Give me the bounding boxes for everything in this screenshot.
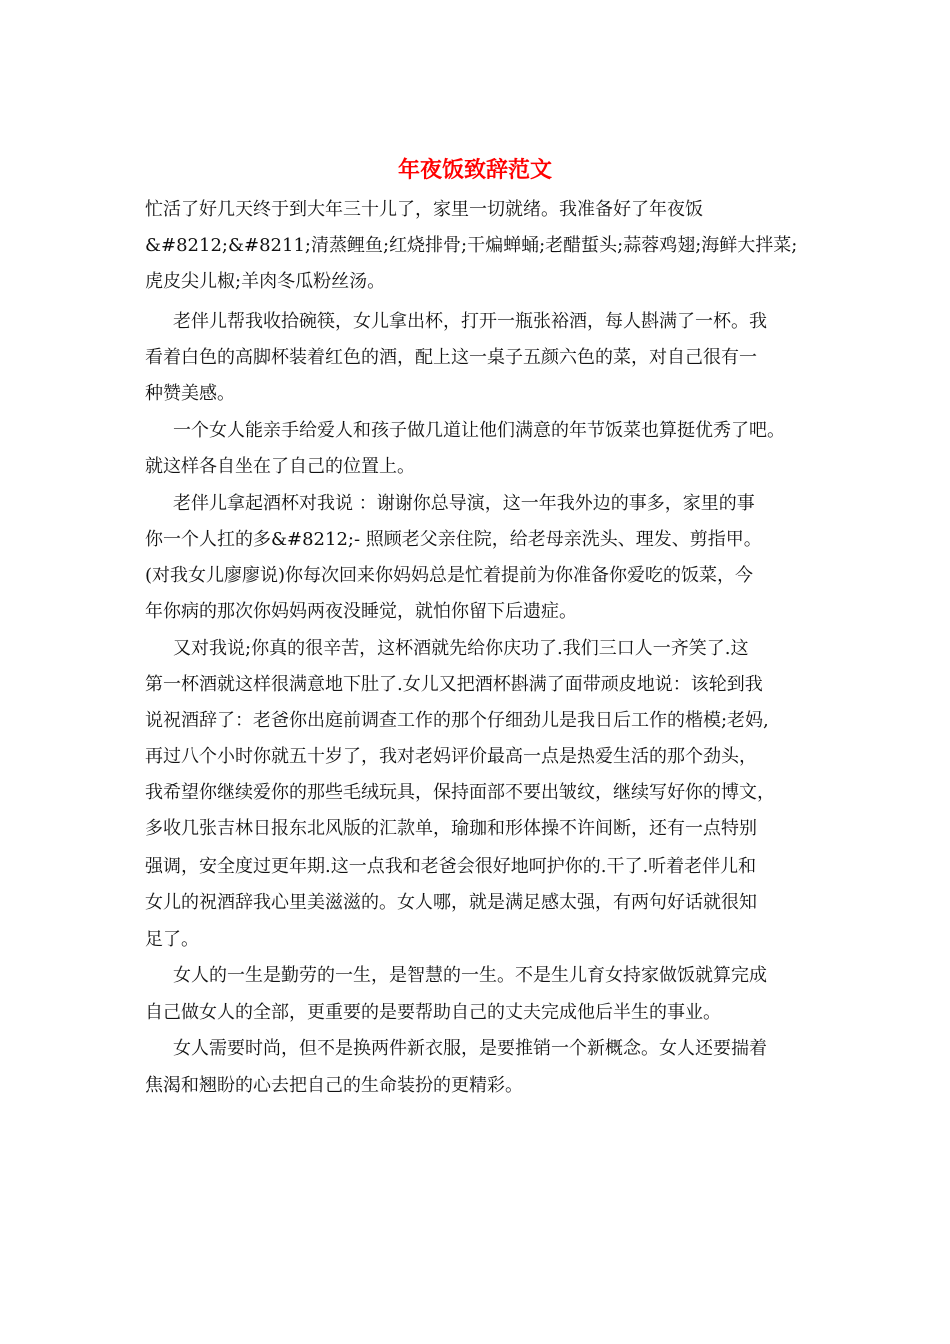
- body-line: 老伴儿帮我收拾碗筷，女儿拿出杯，打开一瓶张裕酒，每人斟满了一杯。我: [173, 311, 767, 332]
- body-line: 足了。: [145, 929, 199, 950]
- body-line: 第一杯酒就这样很满意地下肚了.女儿又把酒杯斟满了面带顽皮地说：该轮到我: [145, 674, 763, 695]
- body-line: 自己做女人的全部，更重要的是要帮助自己的丈夫完成他后半生的事业。: [145, 1002, 721, 1023]
- body-line: 多收几张吉林日报东北风版的汇款单，瑜珈和形体操不许间断，还有一点特别: [145, 818, 757, 839]
- body-line: 虎皮尖儿椒;羊肉冬瓜粉丝汤。: [145, 271, 386, 292]
- body-line: 女人需要时尚，但不是换两件新衣服，是要推销一个新概念。女人还要揣着: [173, 1038, 767, 1059]
- body-line: 老伴儿拿起酒杯对我说 ：谢谢你总导演，这一年我外边的事多，家里的事: [173, 493, 755, 514]
- body-line: 我希望你继续爱你的那些毛绒玩具，保持面部不要出皱纹，继续写好你的博文，: [145, 782, 775, 803]
- body-line: 又对我说;你真的很辛苦，这杯酒就先给你庆功了.我们三口人一齐笑了.这: [173, 638, 749, 659]
- body-line: 再过八个小时你就五十岁了，我对老妈评价最高一点是热爱生活的那个劲头，: [145, 746, 757, 767]
- body-line: (对我女儿廖廖说)你每次回来你妈妈总是忙着提前为你准备你爱吃的饭菜，今: [145, 565, 754, 586]
- document-title: 年夜饭致辞范文: [397, 157, 552, 183]
- body-line: 女儿的祝酒辞我心里美滋滋的。女人哪，就是满足感太强，有两句好话就很知: [145, 892, 757, 913]
- body-line: 女人的一生是勤劳的一生，是智慧的一生。不是生儿育女持家做饭就算完成: [173, 965, 767, 986]
- body-line: 说祝酒辞了：老爸你出庭前调查工作的那个仔细劲儿是我日后工作的楷模;老妈,: [145, 710, 769, 731]
- body-line: 年你病的那次你妈妈两夜没睡觉，就怕你留下后遗症。: [145, 601, 577, 622]
- body-line: 看着白色的高脚杯装着红色的酒，配上这一桌子五颜六色的菜，对自己很有一: [145, 347, 757, 368]
- body-line: 强调，安全度过更年期.这一点我和老爸会很好地呵护你的.干了.听着老伴儿和: [145, 856, 757, 877]
- body-line: 焦渴和翘盼的心去把自己的生命装扮的更精彩。: [145, 1075, 523, 1096]
- body-line: 种赞美感。: [145, 383, 235, 404]
- body-line: 忙活了好几天终于到大年三十儿了，家里一切就绪。我准备好了年夜饭: [145, 199, 703, 220]
- body-line: 一个女人能亲手给爱人和孩子做几道让他们满意的年节饭菜也算挺优秀了吧。: [173, 420, 785, 441]
- body-line: 就这样各自坐在了自己的位置上。: [145, 456, 415, 477]
- body-line: 你一个人扛的多&#8212;- 照顾老父亲住院，给老母亲洗头、理发、剪指甲。: [145, 529, 762, 550]
- body-line: &#8212;&#8211;清蒸鲤鱼;红烧排骨;干煸蝉蛹;老醋蜇头;蒜蓉鸡翅;海鲜大拌菜;: [145, 235, 798, 256]
